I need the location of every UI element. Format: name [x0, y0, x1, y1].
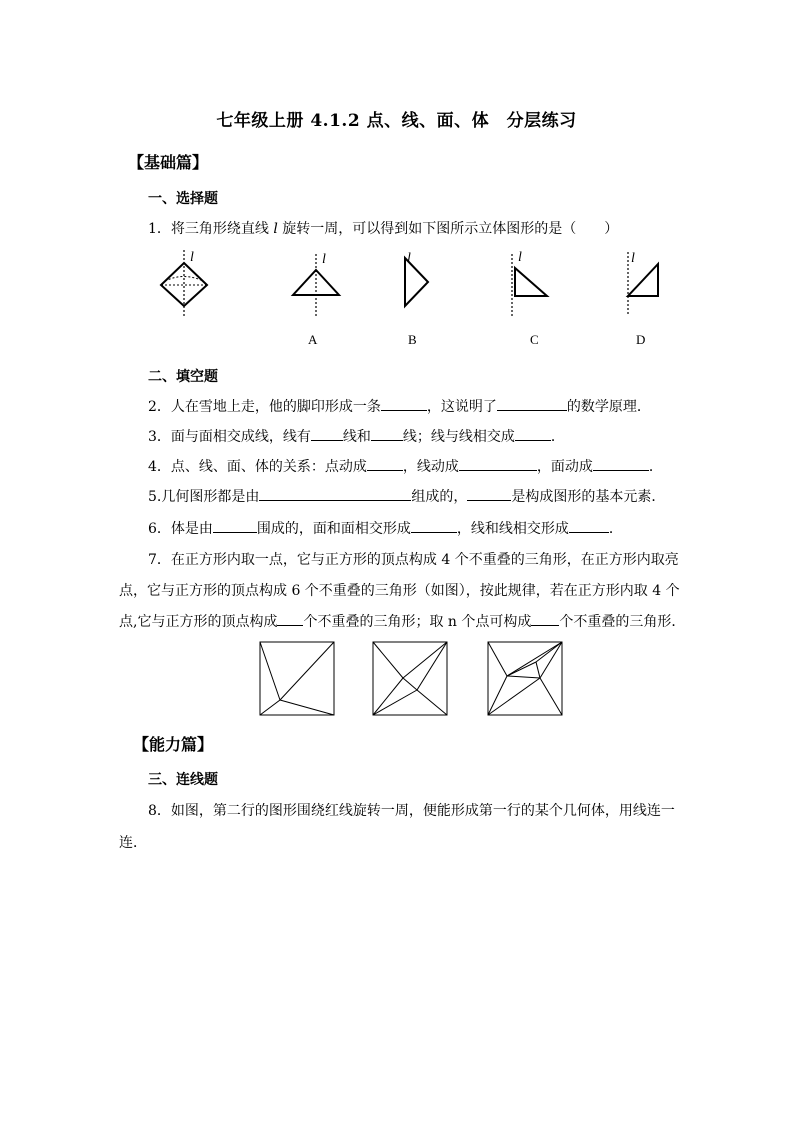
q1-option-c-figure	[512, 250, 547, 316]
answer-blank[interactable]	[569, 520, 609, 533]
question-2-text-a: 2．人在雪地上走，他的脚印形成一条	[148, 399, 381, 415]
question-4-text-a: 4．点、线、面、体的关系：点动成	[148, 459, 367, 475]
square-one-point	[260, 642, 334, 715]
question-1	[148, 218, 618, 238]
section-basic-heading: 【基础篇】	[128, 153, 209, 172]
question-6-text-a: 6．体是由	[148, 521, 213, 537]
question-5-text-a: 5.几何图形都是由	[148, 489, 260, 505]
answer-blank[interactable]	[515, 428, 551, 441]
question-6-text-d: ．	[608, 521, 623, 537]
answer-blank[interactable]	[411, 520, 457, 533]
svg-text:l: l	[631, 251, 635, 266]
part-choice-heading: 一、选择题	[148, 191, 218, 207]
answer-blank[interactable]	[367, 458, 403, 471]
q1-option-c-label: C	[530, 332, 539, 347]
answer-blank[interactable]	[213, 520, 257, 533]
q1-figures	[155, 248, 675, 323]
q1-reference-figure	[161, 250, 207, 316]
question-2-text-c: 的数学原理．	[566, 399, 651, 415]
q1-option-a-figure	[293, 252, 339, 316]
q1-option-a-label: A	[308, 332, 318, 347]
svg-text:l: l	[190, 250, 194, 265]
question-4-text-d: ．	[648, 459, 663, 475]
svg-text:l: l	[322, 252, 326, 267]
svg-text:l: l	[407, 251, 411, 266]
question-6-text-b: 围成的，面和面相交形成	[256, 521, 411, 537]
question-2-text-b: ，这说明了	[426, 399, 497, 415]
part-matching-heading: 三、连线题	[148, 772, 218, 788]
answer-blank[interactable]	[459, 458, 537, 471]
square-three-points	[488, 642, 562, 715]
answer-blank[interactable]	[311, 428, 343, 441]
question-1-var: l	[273, 221, 278, 237]
answer-blank[interactable]	[467, 488, 511, 501]
q1-option-d-label: D	[636, 332, 646, 347]
question-3-text-a: 3．面与面相交成线，线有	[148, 429, 311, 445]
question-3	[148, 426, 565, 446]
part-fill-heading: 二、填空题	[148, 369, 218, 385]
section-ability-heading: 【能力篇】	[133, 735, 214, 754]
question-1-text-pre: 1．将三角形绕直线	[148, 221, 274, 237]
question-3-text-d: ．	[550, 429, 565, 445]
question-4	[148, 456, 663, 476]
page-title: 七年级上册 4.1.2 点、线、面、体 分层练习	[216, 111, 577, 131]
question-7-text-c: 个不重叠的三角形．	[559, 614, 686, 630]
question-8-line-1: 8．如图，第二行的图形围绕红线旋转一周，便能形成第一行的某个几何体，用线连一	[148, 803, 675, 819]
question-3-text-b: 线和	[342, 429, 371, 445]
answer-blank[interactable]	[371, 428, 403, 441]
q1-option-b-figure	[405, 251, 428, 306]
question-4-text-b: ，线动成	[402, 459, 459, 475]
question-3-text-c: 线；线与线相交成	[402, 429, 515, 445]
question-7-line-2: 点，它与正方形的顶点构成 6 个不重叠的三角形（如图），按此规律，若在正方形内取 4 个	[119, 583, 680, 599]
question-7-text-a: 点,它与正方形的顶点构成	[119, 614, 278, 630]
q1-option-d-figure	[628, 251, 658, 316]
question-5-text-b: 组成的，	[411, 489, 468, 505]
q7-square-figures	[255, 640, 565, 720]
question-4-text-c: ，面动成	[536, 459, 593, 475]
question-8-line-2: 连．	[119, 835, 147, 851]
question-5-text-c: 是构成图形的基本元素．	[511, 489, 666, 505]
answer-blank[interactable]	[593, 458, 649, 471]
question-6	[148, 518, 623, 538]
question-7-text-b: 个不重叠的三角形；取 n 个点可构成	[303, 614, 532, 630]
question-5	[148, 486, 665, 506]
question-7-line-3	[119, 611, 685, 631]
question-7-line-1: 7．在正方形内取一点，它与正方形的顶点构成 4 个不重叠的三角形，在正方形内取亮	[148, 552, 679, 568]
question-2	[148, 396, 651, 416]
square-two-points	[373, 642, 447, 715]
q1-option-b-label: B	[408, 332, 417, 347]
answer-blank[interactable]	[497, 398, 567, 411]
question-6-text-c: ，线和线相交形成	[456, 521, 569, 537]
answer-blank[interactable]	[531, 613, 559, 626]
svg-text:l: l	[518, 250, 522, 265]
answer-blank[interactable]	[277, 613, 303, 626]
answer-blank[interactable]	[381, 398, 427, 411]
question-1-text-post: 旋转一周，可以得到如下图所示立体图形的是（ ）	[277, 221, 619, 237]
answer-blank[interactable]	[259, 488, 411, 501]
